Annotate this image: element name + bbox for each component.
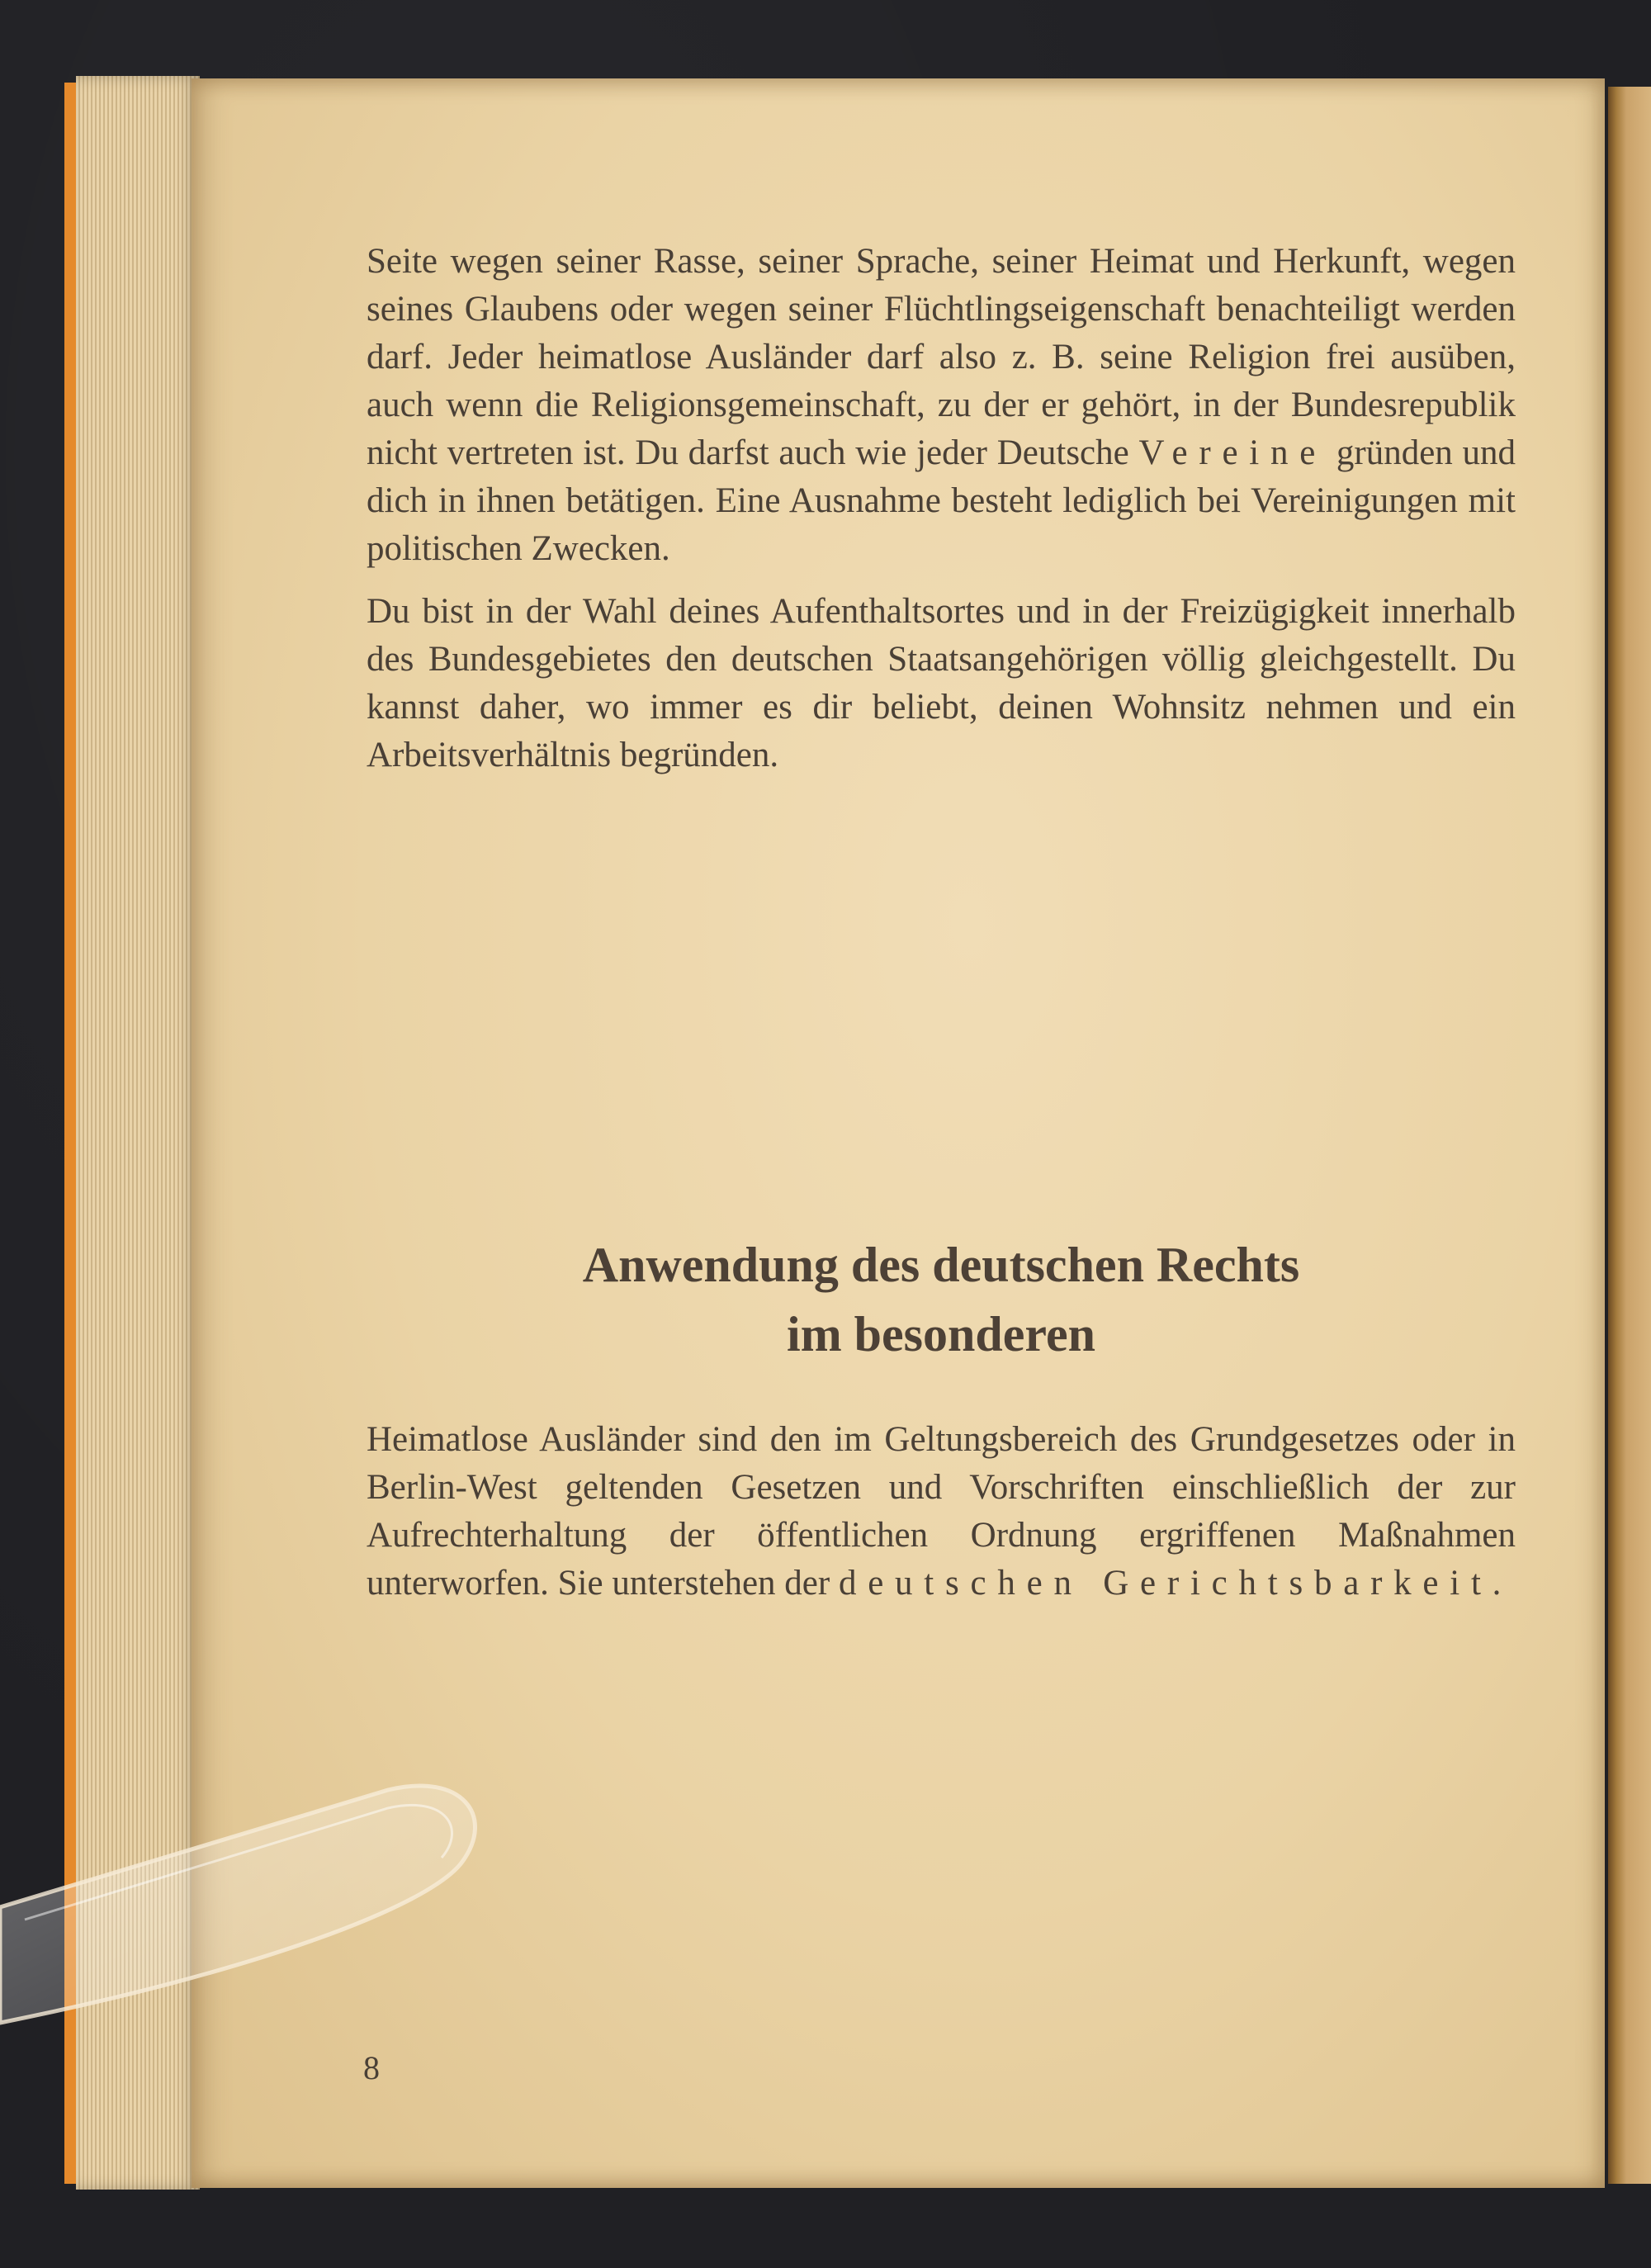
paragraph-1b-spaced: Vereine — [1138, 433, 1327, 472]
section-heading — [367, 1230, 1516, 1369]
paragraph-1 — [367, 238, 1516, 573]
section-heading-line-1: Anwendung des deutschen Rechts — [582, 1238, 1300, 1292]
section-heading-line-2: im besonderen — [787, 1307, 1095, 1361]
paragraph-1-text: Seite wegen seiner Rasse, seiner Sprache, seiner Heimat und Herkunft, wegen seines Glaubens oder wegen seiner Flüchtlingseigenschaft benachteiligt werden darf. Jeder heimatlose Ausländer darf also z. B. seine Religion frei ausüben, auch wenn die Religionsgemeinschaft, zu der er gehört, in der Bundesrepublik nicht vertreten ist. — [367, 242, 1516, 472]
paragraph-1b-pre: Du darfst auch wie jeder Deutsche — [635, 433, 1129, 472]
paragraph-2: Du bist in der Wahl deines Aufenthaltsortes und in der Freizügigkeit innerhalb des Bundesgebietes den deutschen Staatsangehörigen völlig gleichgestellt. Du kannst daher, wo immer es dir beliebt, deinen Wohnsitz nehmen und ein Arbeitsverhältnis begründen. — [367, 592, 1516, 774]
page-number: 8 — [363, 2049, 380, 2086]
section-paragraph — [367, 1416, 1516, 1607]
paragraph-1b-post: gründen und dich in ihnen betätigen. Eine Ausnahme besteht lediglich bei Vereinigungen mit politischen Zwecken. — [367, 433, 1516, 568]
facing-page-edge — [1608, 87, 1651, 2184]
section-paragraph-text: Heimatlose Ausländer sind den im Geltungsbereich des Grundgesetzes oder in Berlin-West geltenden Gesetzen und Vorschriften einschließlich der zur Aufrechterhaltung der öffentlichen Ordnung ergriffenen Maßnahmen unterworfen. Sie unterstehen der — [367, 1420, 1516, 1603]
section-paragraph-spaced: deutschen Gerichtsbarkeit. — [838, 1564, 1513, 1603]
bookmark-clip-icon — [0, 1783, 495, 2031]
body-text-top — [367, 238, 1516, 779]
